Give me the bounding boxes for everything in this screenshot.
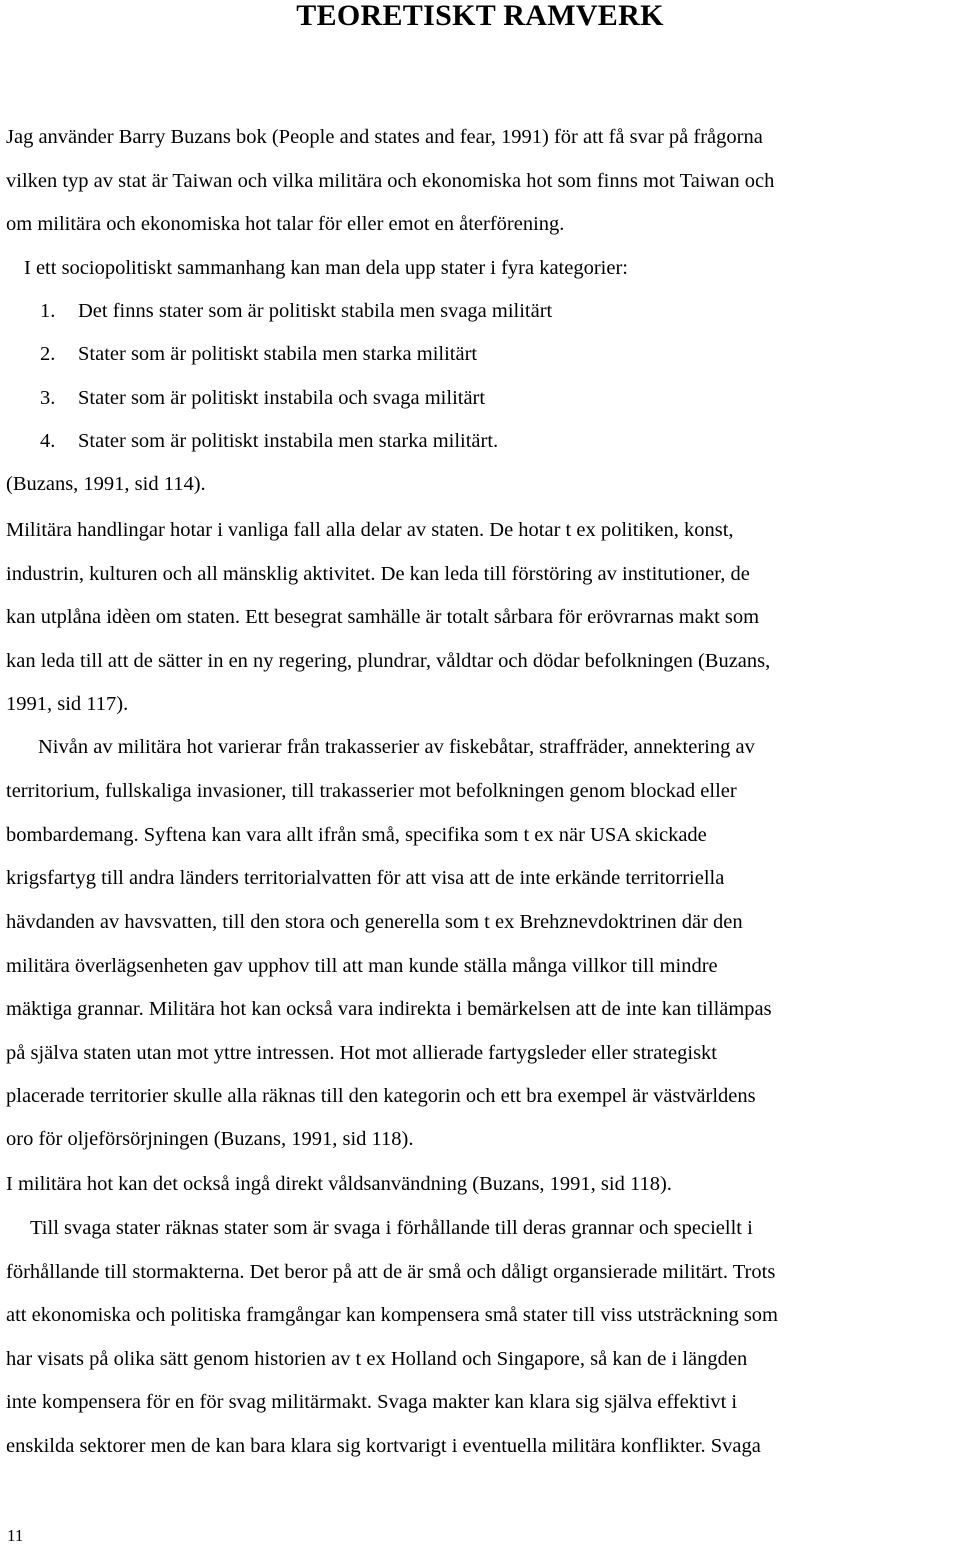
text-line: mäktiga grannar. Militära hot kan också vara indirekta i bemärkelsen att de inte kan tillämpas — [6, 998, 772, 1020]
text-line: vilken typ av stat är Taiwan och vilka militära och ekonomiska hot som finns mot Taiwan och — [6, 170, 775, 192]
text-line: Militära handlingar hotar i vanliga fall alla delar av staten. De hotar t ex politiken, konst, — [6, 519, 734, 541]
text-line: Till svaga stater räknas stater som är svaga i förhållande till deras grannar och speciellt i — [30, 1217, 753, 1239]
list-number: 1. — [40, 300, 56, 322]
list-item — [40, 386, 485, 410]
text-line: kan utplåna idèen om staten. Ett besegrat samhälle är totalt sårbara för erövrarnas makt som — [6, 606, 760, 628]
text-line: oro för oljeförsörjningen (Buzans, 1991, sid 118). — [6, 1128, 414, 1150]
text-line: bombardemang. Syftena kan vara allt ifrån små, specifika som t ex när USA skickade — [6, 824, 707, 846]
list-item-text: Stater som är politiskt instabila men starka militärt. — [78, 430, 499, 452]
text-line: enskilda sektorer men de kan bara klara sig kortvarigt i eventuella militära konflikter. Svaga — [6, 1435, 761, 1457]
text-line: militära överlägsenheten gav upphov till att man kunde ställa många villkor till mindre — [6, 955, 718, 977]
list-number: 3. — [40, 387, 56, 409]
text-line: Jag använder Barry Buzans bok (People and states and fear, 1991) för att få svar på frågorna — [6, 126, 763, 148]
text-line: inte kompensera för en för svag militärmakt. Svaga makter kan klara sig själva effektivt i — [6, 1391, 738, 1413]
text-line: territorium, fullskaliga invasioner, till trakasserier mot befolkningen genom blockad eller — [6, 780, 737, 802]
list-item — [40, 342, 477, 366]
page-number: 11 — [7, 1526, 24, 1545]
text-line: krigsfartyg till andra länders territorialvatten för att visa att de inte erkände territorriella — [6, 867, 725, 889]
list-item-text: Stater som är politiskt stabila men starka militärt — [78, 343, 478, 365]
list-number: 2. — [40, 343, 56, 365]
list-item — [40, 429, 498, 453]
text-line: på själva staten utan mot yttre intressen. Hot mot allierade fartygsleder eller strategiskt — [6, 1042, 718, 1064]
text-line: 1991, sid 117). — [6, 693, 129, 715]
text-line: om militära och ekonomiska hot talar för eller emot en återförening. — [6, 213, 565, 235]
text-line: I militära hot kan det också ingå direkt våldsanvändning (Buzans, 1991, sid 118). — [6, 1173, 672, 1195]
list-item-text: Stater som är politiskt instabila och svaga militärt — [78, 387, 486, 409]
text-line: I ett sociopolitiskt sammanhang kan man dela upp stater i fyra kategorier: — [24, 257, 628, 279]
text-line: förhållande till stormakterna. Det beror på att de är små och dåligt organsierade militärt. Trots — [6, 1261, 776, 1283]
list-number: 4. — [40, 430, 56, 452]
text-line: att ekonomiska och politiska framgångar kan kompensera små stater till viss utsträckning som — [6, 1304, 778, 1326]
text-line: har visats på olika sätt genom historien av t ex Holland och Singapore, så kan de i längden — [6, 1348, 748, 1370]
list-item — [40, 299, 552, 323]
list-item-text: Det finns stater som är politiskt stabila men svaga militärt — [78, 300, 553, 322]
text-line: (Buzans, 1991, sid 114). — [6, 473, 206, 495]
text-line: hävdanden av havsvatten, till den stora och generella som t ex Brehznevdoktrinen där den — [6, 911, 743, 933]
page-title: TEORETISKT RAMVERK — [296, 0, 664, 32]
text-line: placerade territorier skulle alla räknas till den kategorin och ett bra exempel är västvärldens — [6, 1085, 756, 1107]
text-line: industrin, kulturen och all mänsklig aktivitet. De kan leda till förstöring av institutioner, de — [6, 563, 750, 585]
text-line: Nivån av militära hot varierar från trakasserier av fiskebåtar, straffräder, annektering av — [38, 736, 755, 758]
text-line: kan leda till att de sätter in en ny regering, plundrar, våldtar och dödar befolkningen (Buzans, — [6, 650, 771, 672]
